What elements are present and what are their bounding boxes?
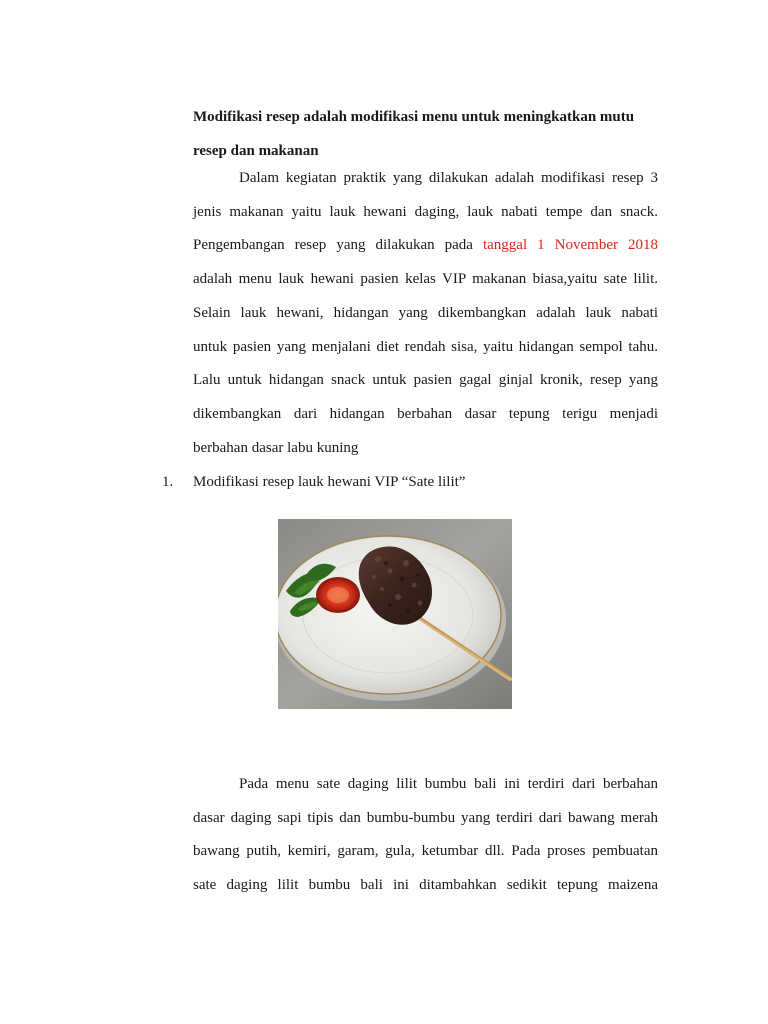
paragraph-line: sate daging lilit bumbu bali ini ditambahkan sedikit tepung maizena bbox=[193, 877, 658, 894]
paragraph-line: untuk pasien yang menjalani diet rendah sisa, yaitu hidangan sempol tahu. bbox=[193, 338, 658, 355]
list-item bbox=[162, 470, 465, 494]
paragraph-line: dasar daging sapi tipis dan bumbu-bumbu yang terdiri dari bawang merah bbox=[193, 809, 658, 826]
highlighted-date: tanggal 1 November 2018 bbox=[482, 237, 658, 254]
section-heading bbox=[193, 100, 663, 168]
heading-definition: modifikasi menu untuk meningkatkan mutu resep dan makanan bbox=[193, 109, 635, 159]
sate-lilit-photo bbox=[278, 519, 512, 709]
paragraph-line-text: Pengembangan resep yang dilakukan pada bbox=[193, 237, 473, 254]
list-number: 1. bbox=[162, 474, 174, 490]
paragraph-line: dikembangkan dari hidangan berbahan dasar tepung terigu menjadi bbox=[193, 405, 658, 422]
heading-term: Modifikasi resep adalah bbox=[193, 109, 347, 125]
paragraph-line: berbahan dasar labu kuning bbox=[193, 439, 359, 456]
paragraph-line: Dalam kegiatan praktik yang dilakukan adalah modifikasi resep 3 bbox=[239, 170, 658, 186]
paragraph-line: Selain lauk hewani, hidangan yang dikembangkan adalah lauk nabati bbox=[193, 304, 658, 321]
paragraph-intro bbox=[193, 162, 658, 465]
paragraph-sate-description bbox=[193, 768, 658, 903]
paragraph-line: Pada menu sate daging lilit bumbu bali ini terdiri dari berbahan bbox=[239, 776, 658, 792]
paragraph-line: Lalu untuk hidangan snack untuk pasien gagal ginjal kronik, resep yang bbox=[193, 372, 658, 389]
list-text: Modifikasi resep lauk hewani VIP “Sate lilit” bbox=[193, 474, 466, 490]
paragraph-line: bawang putih, kemiri, garam, gula, ketumbar dll. Pada proses pembuatan bbox=[193, 843, 658, 860]
paragraph-line: adalah menu lauk hewani pasien kelas VIP makanan biasa,yaitu sate lilit. bbox=[193, 271, 658, 288]
paragraph-line: jenis makanan yaitu lauk hewani daging, lauk nabati tempe dan snack. bbox=[193, 203, 658, 220]
paragraph-line bbox=[193, 229, 658, 263]
